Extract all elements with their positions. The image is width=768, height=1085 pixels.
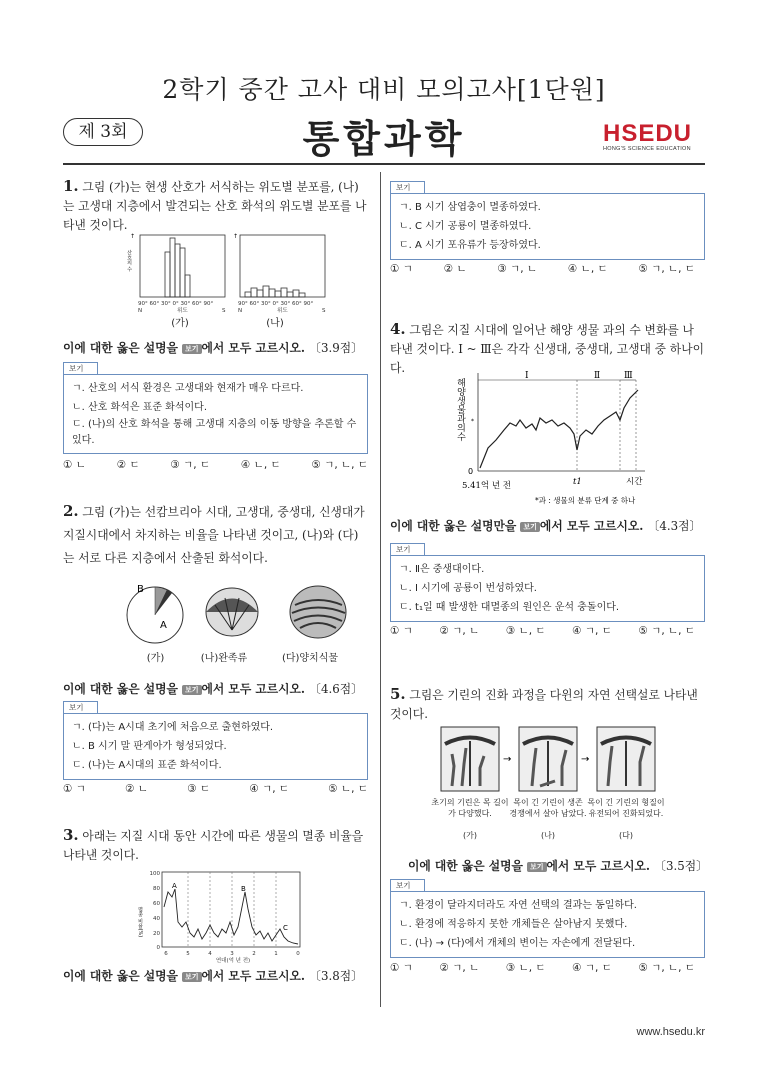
q3-item-2: ㄴ. C 시기 공룡이 멸종하였다. (399, 221, 532, 232)
q4-choice-5[interactable]: ⑤ ㄱ, ㄴ, ㄷ (638, 625, 695, 637)
q4-xend: 시간 (626, 477, 643, 487)
q3-choice-4[interactable]: ④ ㄴ, ㄷ (567, 263, 608, 275)
q1-bar (299, 293, 305, 297)
q2-choice-2[interactable]: ② ㄴ (125, 783, 149, 795)
q1-choice-3[interactable]: ③ ㄱ, ㄷ (170, 459, 211, 471)
q3-peak-b: B (241, 885, 246, 893)
q2-text: 그림 (가)는 선캄브리아 시대, 고생대, 중생대, 신생대가 지질시대에서 차지하는 비율을 나타낸 것이고, (나)와 (다)는 서로 다른 지층에서 산출된 화석이다. (63, 505, 365, 565)
q1-xend-n2: N (238, 308, 243, 314)
logo-subtitle: HONG'S SCIENCE EDUCATION (603, 146, 691, 152)
q2-item-2: ㄴ. B 시기 말 판게아가 형성되었다. (72, 741, 227, 752)
q3-peak-c: C (283, 924, 288, 932)
q1-chart-na (233, 233, 325, 297)
q3-text: 아래는 지질 시대 동안 시간에 따른 생물의 멸종 비율을 나타낸 것이다. (63, 829, 364, 862)
q1-xlabel-na: 위도 (277, 308, 288, 314)
q1-question (63, 339, 363, 356)
q5-lab-3: (다) (619, 831, 633, 840)
q1-bar (293, 290, 299, 297)
q3-choice-3[interactable]: ③ ㄱ, ㄴ (497, 263, 538, 275)
q3-item-1: ㄱ. B 시기 삼엽충이 멸종하였다. (399, 202, 541, 213)
q1-bar (257, 290, 263, 297)
q1-number: 1. (63, 177, 79, 195)
q1-text: 그림 (가)는 현생 산호가 서식하는 위도별 분포를, (나)는 고생대 지층에서 발견되는 산호 화석의 위도별 분포를 나타낸 것이다. (63, 180, 367, 232)
q4-ask-before: 이에 대한 옳은 설명만을 (390, 519, 521, 533)
q5-item-3: ㄷ. (나) → (다)에서 개체의 변이는 자손에게 전달된다. (399, 938, 636, 949)
q3-ask-before: 이에 대한 옳은 설명을 (63, 969, 182, 983)
q1-xticks-ga: 90° 60° 30° 0° 30° 60° 90° (138, 301, 214, 307)
q2-item-1: ㄱ. (다)는 A시대 초기에 처음으로 출현하였다. (72, 722, 274, 733)
q2-choice-1[interactable]: ① ㄱ (63, 783, 86, 795)
q5-choice-4[interactable]: ④ ㄱ, ㄷ (572, 962, 612, 974)
q3-xtick: 3 (230, 951, 234, 957)
q2-choice-4[interactable]: ④ ㄱ, ㄷ (249, 783, 290, 795)
q5-lab-2: (나) (541, 831, 555, 840)
q5-points: 〔3.5점〕 (654, 859, 708, 873)
q1-bar (180, 248, 185, 297)
q5-cap-3: 목이 긴 기린의 형질이 유전되어 진화되었다. (587, 798, 665, 818)
q3-stem (63, 826, 368, 865)
q1-bar (269, 289, 275, 297)
q3-xtick: 5 (186, 951, 190, 957)
q5-bogi-box (390, 879, 705, 958)
q3-ytick: 40 (153, 916, 160, 922)
q4-ylabel-sup: * (471, 418, 474, 425)
q1-label-na: (나) (266, 318, 284, 329)
q1-xend-n: N (138, 308, 143, 314)
q5-text: 그림은 기린의 진화 과정을 다윈의 자연 선택설로 나타낸 것이다. (390, 688, 698, 721)
q4-zero: 0 (468, 467, 474, 476)
q3-xtick: 1 (274, 951, 278, 957)
q1-choice-4[interactable]: ④ ㄴ, ㄷ (240, 459, 281, 471)
q3-item-3: ㄷ. A 시기 포유류가 등장하였다. (399, 240, 541, 251)
q1-ask-after: 에서 모두 고르시오. (201, 341, 306, 355)
q1-bar (275, 291, 281, 297)
q1-bar (251, 288, 257, 297)
q3-choice-1[interactable]: ① ㄱ (390, 263, 413, 275)
q1-bogi-box (63, 362, 368, 454)
q2-bogi-box (63, 701, 368, 780)
q3-ytick: 100 (149, 871, 160, 877)
q4-choices (390, 623, 695, 638)
q5-choice-2[interactable]: ② ㄱ, ㄴ (439, 962, 480, 974)
q5-question (408, 857, 708, 874)
q1-points: 〔3.9점〕 (309, 341, 363, 355)
q1-choice-5[interactable]: ⑤ ㄱ, ㄴ, ㄷ (311, 459, 368, 471)
q3-question (63, 967, 363, 984)
q5-cap-1: 초기의 기린은 목 길이가 다양했다. (431, 798, 509, 818)
q1-item-1: ㄱ. 산호의 서식 환경은 고생대와 현재가 매우 다르다. (72, 383, 304, 394)
arrow-icon: → (581, 754, 590, 765)
q4-item-1: ㄱ. Ⅱ은 중생대이다. (399, 564, 485, 575)
q3-box-label: 보기 (390, 181, 425, 193)
q1-bar (263, 286, 269, 297)
q4-number: 4. (390, 320, 406, 338)
q3-points: 〔3.8점〕 (309, 969, 363, 983)
q1-stem (63, 177, 368, 235)
q2-points: 〔4.6점〕 (309, 682, 363, 696)
q1-histograms (125, 230, 325, 330)
q4-era3: Ⅲ (624, 371, 633, 381)
q4-x0: 5.41억 년 전 (462, 481, 511, 491)
q3-choice-2[interactable]: ② ㄴ (443, 263, 467, 275)
q1-label-ga: (가) (171, 318, 189, 329)
q2-choice-3[interactable]: ③ ㄷ (187, 783, 211, 795)
q5-bogi-tag: 보기 (527, 862, 547, 872)
q5-choice-5[interactable]: ⑤ ㄱ, ㄴ, ㄷ (638, 962, 695, 974)
q2-bogi-tag: 보기 (182, 685, 202, 695)
subject-title: 통합과학 (302, 116, 466, 161)
q2-pie-label-a: A (160, 620, 167, 631)
q2-box-label: 보기 (63, 701, 98, 713)
q5-ask-after: 에서 모두 고르시오. (546, 859, 651, 873)
q5-ask-before: 이에 대한 옳은 설명을 (408, 859, 527, 873)
q3-ask-after: 에서 모두 고르시오. (201, 969, 306, 983)
column-divider (380, 172, 381, 1007)
q1-xlabel-ga: 위도 (177, 308, 188, 314)
arrow-icon: → (503, 754, 512, 765)
footer-url[interactable]: www.hsedu.kr (636, 1026, 705, 1038)
q3-bogi-tag: 보기 (182, 972, 202, 982)
q2-choice-5[interactable]: ⑤ ㄴ, ㄷ (328, 783, 368, 795)
q3-xtick: 6 (164, 951, 168, 957)
fern-fossil-image (290, 586, 346, 638)
q4-box-label: 보기 (390, 543, 425, 555)
q4-footnote: *과 : 생물의 분류 단계 중 하나 (535, 496, 636, 505)
q2-figures (120, 580, 370, 650)
q5-box-label: 보기 (390, 879, 425, 891)
logo-text: HSEDU (603, 120, 693, 147)
q2-number: 2. (63, 502, 79, 520)
q3-ytick: 80 (153, 886, 160, 892)
q2-choices (63, 781, 368, 796)
q3-extinction-line (164, 889, 298, 944)
q3-xtick: 4 (208, 951, 212, 957)
q4-choice-2[interactable]: ② ㄱ, ㄴ (439, 625, 480, 637)
q3-peak-a: A (172, 882, 177, 890)
q2-stem (63, 500, 368, 570)
q4-item-3: ㄷ. t₁일 때 발생한 대멸종의 원인은 운석 충돌이다. (399, 602, 620, 613)
q3-choices (390, 261, 695, 276)
q2-item-3: ㄷ. (나)는 A시대의 표준 화석이다. (72, 760, 222, 771)
q1-bar (170, 238, 175, 297)
q5-number: 5. (390, 685, 406, 703)
q4-item-2: ㄴ. Ⅰ 시기에 공룡이 번성하였다. (399, 583, 537, 594)
q1-bogi-tag: 보기 (182, 344, 202, 354)
q1-xend-s2: S (322, 308, 326, 314)
q4-ask-after: 에서 모두 고르시오. (539, 519, 644, 533)
q3-extinction-chart (138, 867, 308, 962)
q1-bar (245, 292, 251, 297)
exam-title: 2학기 중간 고사 대비 모의고사[1단원] (162, 75, 606, 104)
q5-giraffe-figure (440, 726, 660, 794)
q3-frame (162, 872, 300, 947)
q1-choices (63, 457, 368, 472)
q3-ytick: 0 (156, 945, 160, 951)
q1-xend-s: S (222, 308, 226, 314)
q2-pie-label-b: B (137, 584, 144, 595)
q5-cap-2: 목이 긴 기린이 생존 경쟁에서 살아 남았다. (509, 798, 587, 818)
q1-xticks-na: 90° 60° 30° 0° 30° 60° 90° (238, 301, 314, 307)
q1-frame-ga (140, 235, 225, 297)
giraffe-panel-3 (597, 727, 655, 791)
brachiopod-fossil-image (206, 588, 258, 636)
q4-ylabel: 해양생물과의수 (455, 378, 465, 441)
q1-bar (165, 252, 170, 297)
q1-bar (281, 288, 287, 297)
q1-ylabel-ga: 산호의 수 (126, 250, 132, 272)
q2-cap-da: (다)양치식물 (281, 653, 339, 664)
q1-arrow-ga: ↑ (130, 233, 136, 240)
round-badge: 제 3회 (63, 118, 143, 146)
giraffe-panel-1 (441, 727, 499, 791)
q1-bar (287, 292, 293, 297)
q4-era1: Ⅰ (525, 371, 529, 381)
q3-xtick: 0 (296, 951, 300, 957)
q4-choice-4[interactable]: ④ ㄱ, ㄷ (572, 625, 612, 637)
q3-choice-5[interactable]: ⑤ ㄱ, ㄴ, ㄷ (638, 263, 695, 275)
q2-ask-before: 이에 대한 옳은 설명을 (63, 682, 182, 696)
q1-item-3: ㄷ. (나)의 산호 화석을 통해 고생대 지층의 이동 방향을 추론할 수 있다. (72, 419, 357, 446)
q3-ytick: 20 (153, 931, 160, 937)
q3-number: 3. (63, 826, 79, 844)
q4-marine-families-chart (450, 368, 660, 508)
q4-choice-1[interactable]: ① ㄱ (390, 625, 413, 637)
q4-t1: t1 (573, 477, 582, 487)
q3-xtick: 2 (252, 951, 256, 957)
q5-lab-1: (가) (463, 831, 477, 840)
q4-question (390, 517, 701, 534)
q5-choice-1[interactable]: ① ㄱ (390, 962, 413, 974)
q1-chart-ga (126, 233, 225, 297)
q1-choice-1[interactable]: ① ㄴ (63, 459, 86, 471)
q2-question (63, 680, 363, 697)
hsedu-logo (603, 120, 703, 160)
q3-bogi-box (390, 181, 705, 260)
q5-choices (390, 960, 695, 975)
giraffe-panel-2 (519, 727, 577, 791)
q3-xlabel: 연대(억 년 전) (215, 958, 251, 964)
q1-item-2: ㄴ. 산호 화석은 표준 화석이다. (72, 402, 207, 413)
q2-ask-after: 에서 모두 고르시오. (201, 682, 306, 696)
q2-cap-ga: (가) (146, 653, 165, 664)
q1-bar (185, 275, 190, 297)
q4-families-line (480, 390, 638, 468)
q1-bar (175, 244, 180, 297)
q1-ask-before: 이에 대한 옳은 설명을 (63, 341, 182, 355)
q4-choice-3[interactable]: ③ ㄴ, ㄷ (505, 625, 546, 637)
q1-box-label: 보기 (63, 362, 98, 374)
q4-text: 그림은 지질 시대에 일어난 해양 생물 과의 수 변화를 나타낸 것이다. Ⅰ ~ Ⅲ은 각각 신생대, 중생대, 고생대 중 하나이다. (390, 323, 704, 375)
q5-stem (390, 685, 705, 724)
q4-bogi-box (390, 543, 705, 622)
q4-bogi-tag: 보기 (520, 522, 540, 532)
header-rule (63, 163, 705, 165)
q3-ytick: 60 (153, 901, 160, 907)
q5-item-1: ㄱ. 환경이 달라지더라도 자연 선택의 결과는 동일하다. (399, 900, 637, 911)
q3-ylabel: 멸종 비율(%) (137, 907, 143, 938)
q5-item-2: ㄴ. 환경에 적응하지 못한 개체들은 살아남지 못했다. (399, 919, 628, 930)
q4-points: 〔4.3점〕 (647, 519, 702, 533)
q5-choice-3[interactable]: ③ ㄴ, ㄷ (505, 962, 546, 974)
q2-cap-na: (나)완족류 (200, 653, 248, 664)
q4-era2: Ⅱ (594, 371, 601, 381)
q1-choice-2[interactable]: ② ㄷ (116, 459, 140, 471)
q1-arrow-na: ↑ (233, 233, 239, 240)
